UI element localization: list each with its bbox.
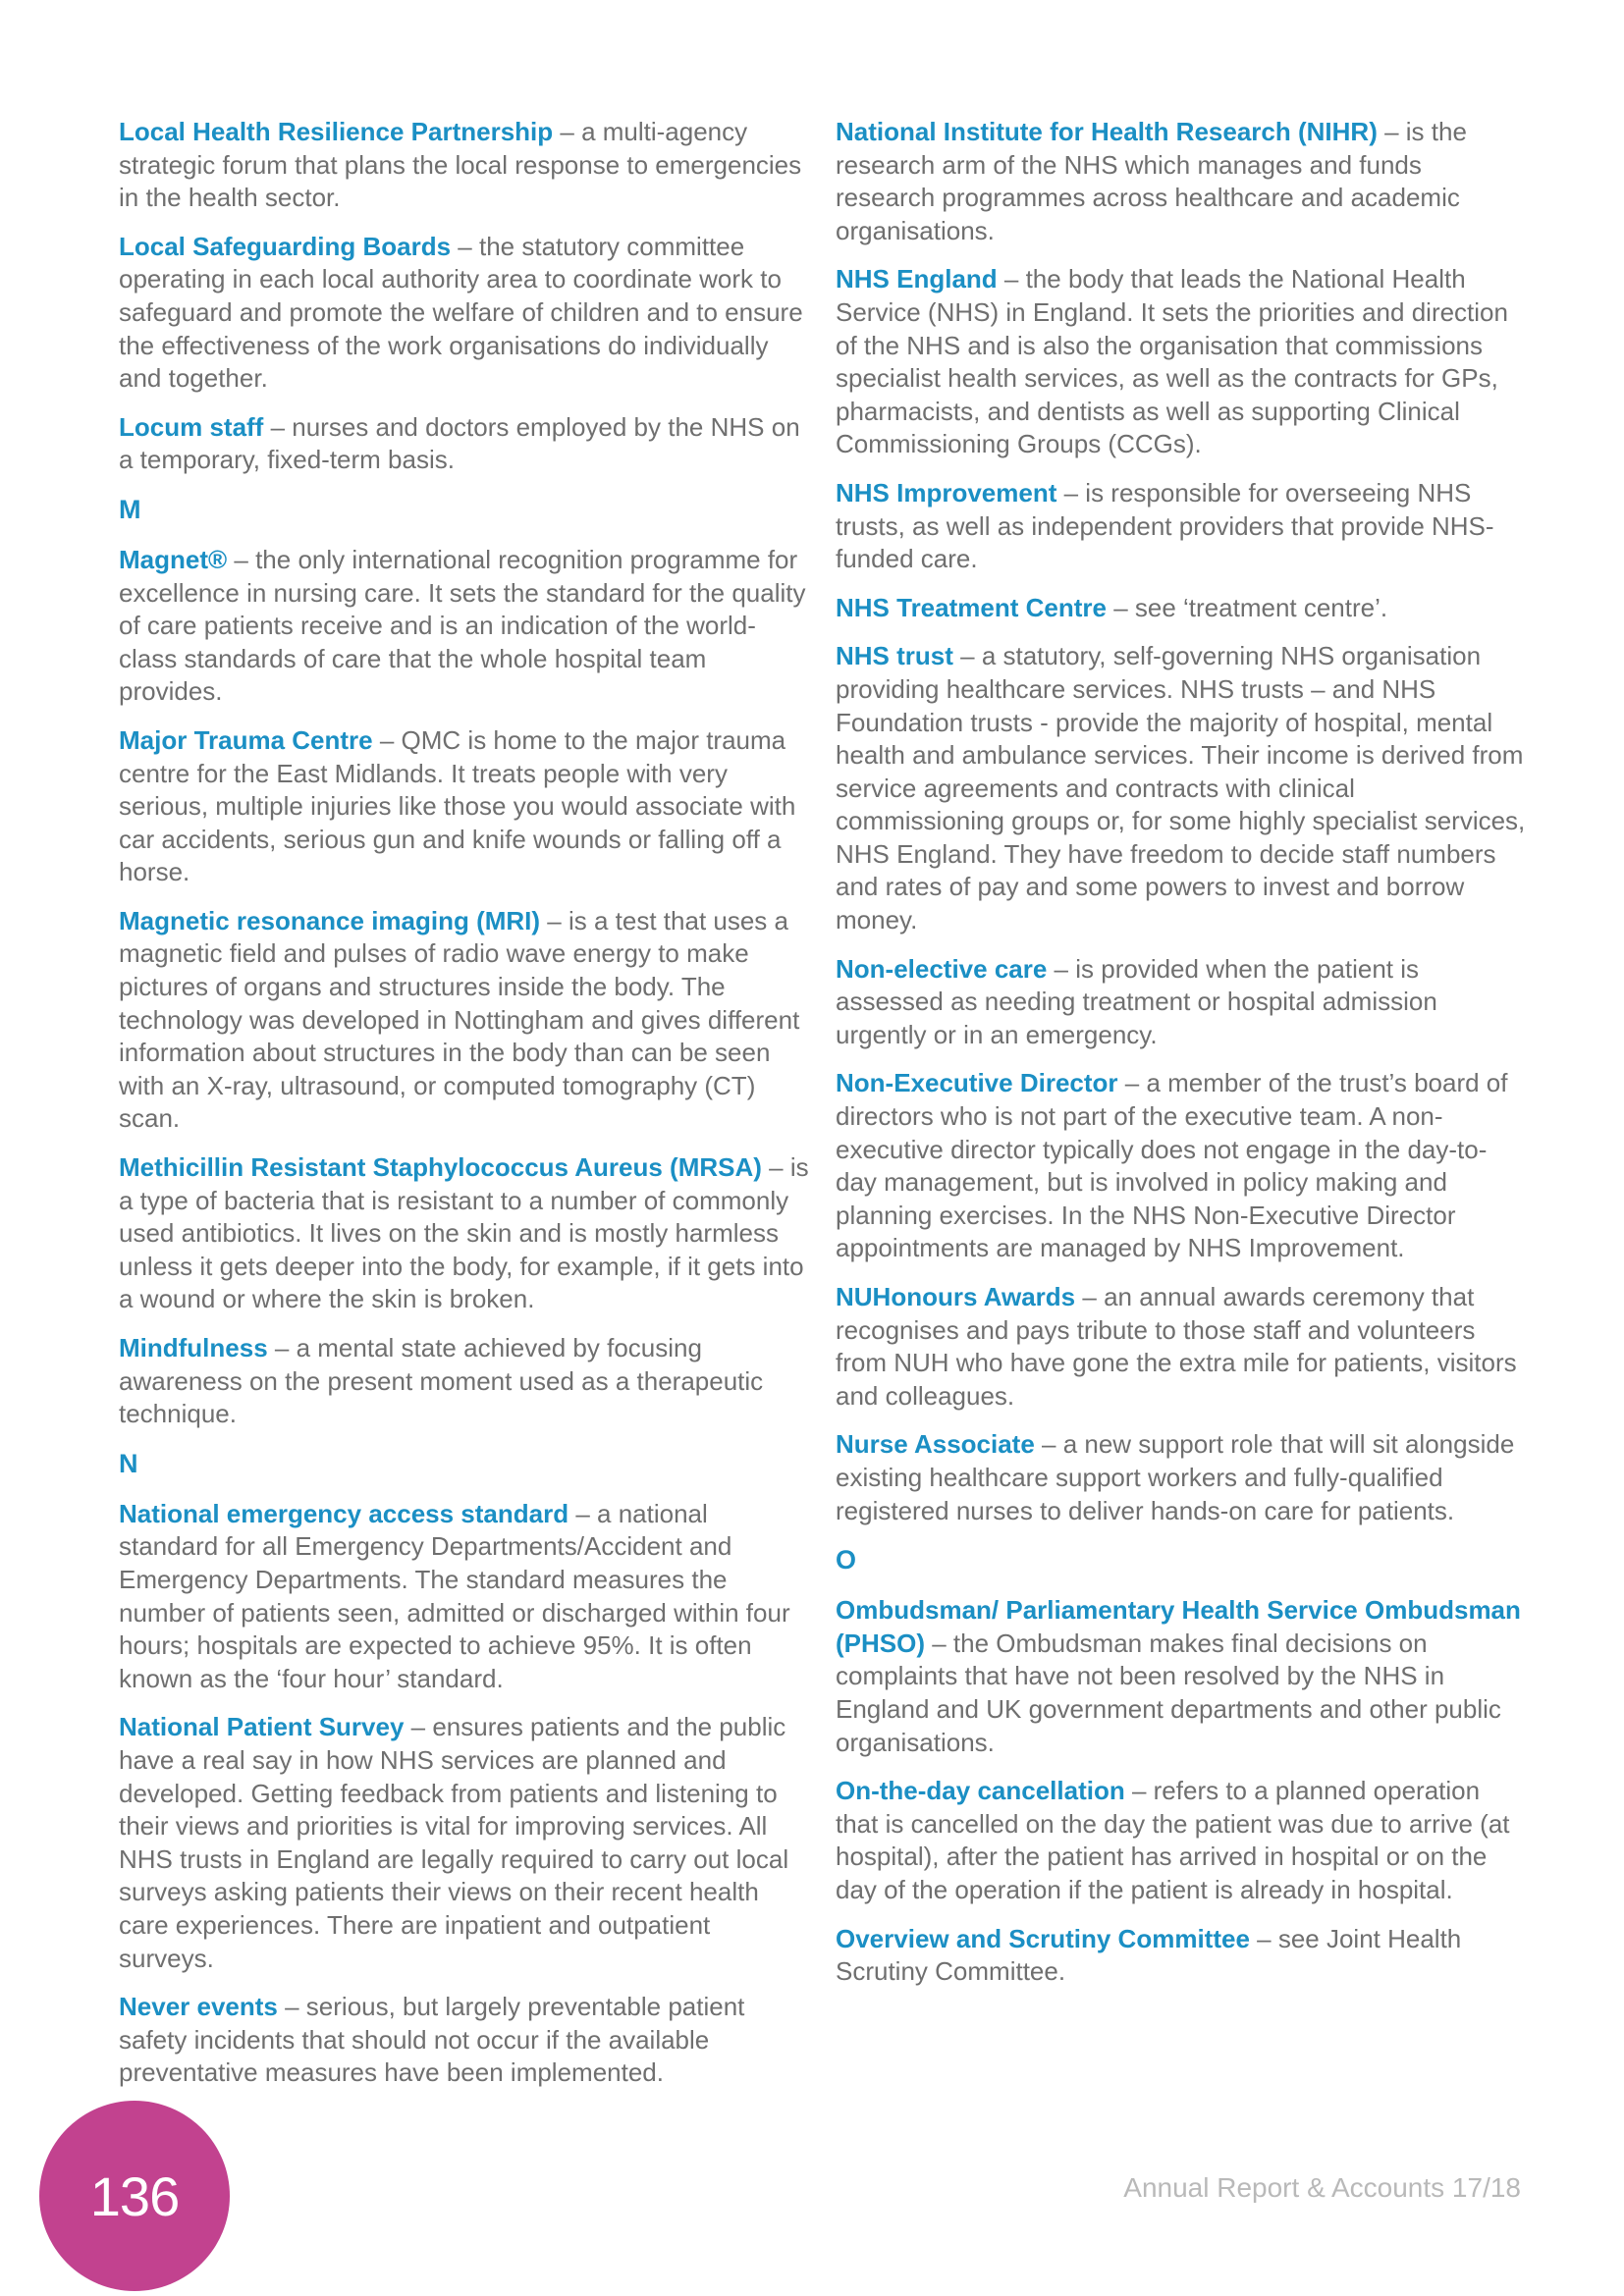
glossary-definition: – serious, but largely preventable patient safety incidents that should not occur if the available preventative measures have been implemented. [119,1992,745,2088]
glossary-term: NHS trust [836,641,953,671]
glossary-entry [119,1991,811,2090]
glossary-term: On-the-day cancellation [836,1776,1125,1806]
glossary-entry [119,1711,811,1975]
glossary-term: Magnetic resonance imaging (MRI) [119,905,541,935]
glossary-definition: – QMC is home to the major trauma centre for the East Midlands. It treats people with very serious, multiple injuries like those you would associate with car accidents, serious gun and knife wounds or falling off a horse. [119,724,796,887]
section-letter-heading: M [119,494,141,524]
glossary-term: NHS Treatment Centre [836,592,1107,622]
glossary-term: Overview and Scrutiny Committee [836,1923,1250,1953]
glossary-entry [119,1498,811,1696]
glossary-definition: – a member of the trust’s board of directors who is not part of the executive team. A non-executive director typically does not engage in the day-to-day management, but is involved in policy making and planning exercises. In the NHS Non-Executive Director appointments are managed by NHS Improvement. [836,1068,1508,1263]
glossary-definition: – the only international recognition programme for excellence in nursing care. It sets the standard for the quality of care patients receive and is an indication of the world-class standards of care that the whole hospital team provides. [119,544,806,707]
glossary-definition: – a multi-agency strategic forum that plans the local response to emergencies in the health sector. [119,117,802,213]
glossary-entry [836,1594,1528,1759]
glossary-entry [119,116,811,215]
glossary-term: Non-Executive Director [836,1068,1118,1098]
glossary-entry [836,116,1528,247]
glossary-definition: – is a type of bacteria that is resistant to a number of commonly used antibiotics. It lives on the skin and is mostly harmless unless it gets deeper into the body, for example, if it gets into a wound or where the skin is broken. [119,1152,809,1314]
glossary-definition: – a new support role that will sit alongside existing healthcare support workers and fully-qualified registered nurses to deliver hands-on care for patients. [836,1429,1515,1525]
glossary-definition: – a mental state achieved by focusing awareness on the present moment used as a therapeutic technique. [119,1333,764,1429]
glossary-entry [836,1775,1528,1906]
glossary-entry [119,1332,811,1431]
glossary-definition: – the body that leads the National Health Service (NHS) in England. It sets the priorities and direction of the NHS and is also the organisation that commissions specialist health services, as well as the contracts for GPs, pharmacists, and dentists as well as supporting Clinical Commissioning Groups (CCGs). [836,264,1508,459]
glossary-entry [119,231,811,396]
glossary-definition: – a statutory, self-governing NHS organisation providing healthcare services. NHS trusts – and NHS Foundation trusts - provide the majority of hospital, mental health and ambulance services. Their income is derived from service agreements and contracts with clinical commissioning groups or, for some highly specialist services, NHS England. They have freedom to decide staff numbers and rates of pay and some powers to invest and borrow money. [836,641,1526,935]
glossary-term: Never events [119,1992,278,2022]
glossary-term: National Patient Survey [119,1712,405,1742]
glossary-term: NHS Improvement [836,477,1057,507]
section-letter-heading: N [119,1448,138,1478]
glossary-term: Non-elective care [836,953,1048,984]
section-letter-heading: O [836,1545,857,1575]
glossary-entry [836,1067,1528,1265]
glossary-entry [836,263,1528,461]
glossary-term: Methicillin Resistant Staphylococcus Aureus (MRSA) [119,1152,762,1183]
glossary-term: National Institute for Health Research (NIHR) [836,117,1378,146]
glossary-entry [836,640,1528,936]
page-number: 136 [89,2164,180,2227]
glossary-entry [836,1923,1528,1989]
glossary-definition: – is the research arm of the NHS which manages and funds research programmes across healthcare and academic organisations. [836,117,1467,245]
glossary-entry [836,477,1528,576]
glossary-entry [836,953,1528,1052]
glossary-definition: – refers to a planned operation that is cancelled on the day the patient was due to arrive (at hospital), after the patient has arrived in hospital or on the day of the operation if the patient is already in hospital. [836,1776,1510,1904]
glossary-term: NUHonours Awards [836,1282,1076,1311]
glossary-entry [836,1281,1528,1413]
glossary-entry [119,905,811,1136]
glossary-term: National emergency access standard [119,1498,569,1528]
glossary-term: Ombudsman/ Parliamentary Health Service Ombudsman (PHSO) [836,1595,1521,1658]
glossary-entry [119,1151,811,1316]
glossary-term: Local Safeguarding Boards [119,231,452,261]
glossary-definition: – see Joint Health Scrutiny Committee. [836,1923,1462,1987]
glossary-term: Magnet® [119,544,228,574]
glossary-entry [119,544,811,709]
glossary-term: Locum staff [119,411,264,442]
glossary-left-column [119,116,811,2106]
glossary-term: Nurse Associate [836,1429,1035,1460]
glossary-term: Major Trauma Centre [119,724,373,755]
page-number-badge [39,2101,230,2291]
glossary-entry [836,1428,1528,1527]
glossary-definition: – an annual awards ceremony that recognises and pays tribute to those staff and volunteers from NUH who have gone the extra mile for patients, visitors and colleagues. [836,1282,1517,1411]
glossary-entry [119,724,811,889]
glossary-definition: – is responsible for overseeing NHS trusts, as well as independent providers that provide NHS-funded care. [836,477,1494,574]
glossary-entry [836,592,1528,625]
footer-report-title: Annual Report & Accounts 17/18 [1123,2172,1521,2203]
glossary-definition: – a national standard for all Emergency Departments/Accident and Emergency Departments. The standard measures the number of patients seen, admitted or discharged within four hours; hospitals are expected to achieve 95%. It is often known as the ‘four hour’ standard. [119,1498,790,1693]
glossary-term: Local Health Resilience Partnership [119,117,554,146]
glossary-definition: – is provided when the patient is assessed as needing treatment or hospital admission urgently or in an emergency. [836,953,1437,1049]
glossary-definition: – is a test that uses a magnetic field and pulses of radio wave energy to make pictures of organs and structures inside the body. The technology was developed in Nottingham and gives different information about structures in the body than can be seen with an X-ray, ultrasound, or computed tomography (CT) scan. [119,905,800,1134]
glossary-definition: – ensures patients and the public have a real say in how NHS services are planned and developed. Getting feedback from patients and listening to their views and priorities is vital for improving services. All NHS trusts in England are legally required to carry out local surveys asking patients their views on their recent health care experiences. There are inpatient and outpatient surveys. [119,1712,789,1973]
glossary-definition: – see ‘treatment centre’. [1106,592,1388,622]
glossary-definition: – the statutory committee operating in each local authority area to coordinate work to safeguard and promote the welfare of children and to ensure the effectiveness of the work organisations do individually and together. [119,231,803,394]
glossary-term: NHS England [836,264,998,294]
glossary-right-column [836,116,1528,2004]
glossary-definition: – nurses and doctors employed by the NHS on a temporary, fixed-term basis. [119,411,800,475]
glossary-entry [119,411,811,477]
glossary-definition: – the Ombudsman makes final decisions on complaints that have not been resolved by the NHS in England and UK government departments and other public organisations. [836,1628,1501,1757]
glossary-term: Mindfulness [119,1333,268,1362]
